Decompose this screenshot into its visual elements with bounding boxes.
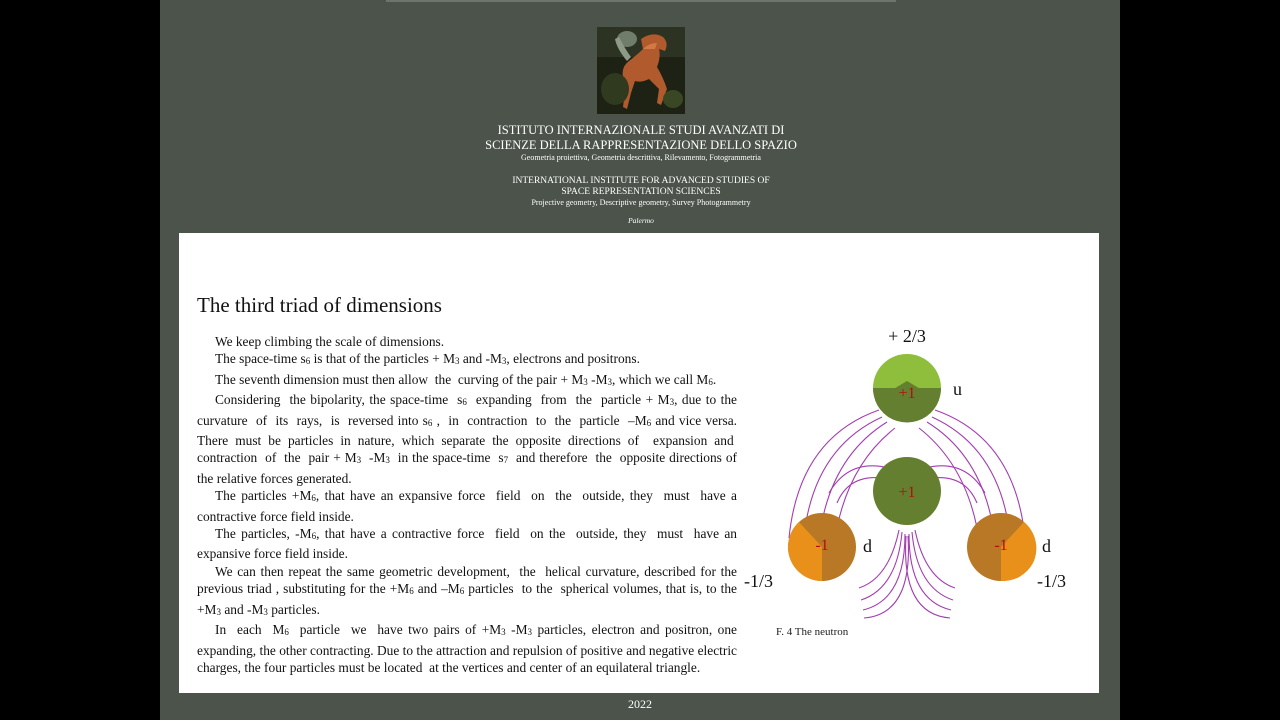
- center-circle-value: +1: [898, 484, 916, 501]
- paragraph: Considering the bipolarity, the space-time $s_6$ expanding from the particle + $M_3$, due to the curvature of its rays, is reversed into $s_6$ , in contraction to the particle $-M_6$ and vice versa. There must be particles in nature, which separate the opposite directions of expansion and contraction of the pair + $M_3$ $-M_3$ in the space-time $s_7$ and therefore the opposite directions of the relative forces generated.: [197, 392, 738, 486]
- left-charge-label: -1/3: [744, 571, 773, 591]
- right-charge-label: -1/3: [1037, 571, 1066, 591]
- slide-stage: [160, 0, 1120, 720]
- right-quark-label: d: [1042, 536, 1051, 556]
- paragraph: In each $M_6$ particle we have two pairs of $+M_3$ $-M_3$ particles, electron and positron, one expanding, the other contracting. Due to the attraction and repulsion of positive and negative electric charges, the four particles must be located at the vertices and center of an equilateral triangle.: [197, 622, 737, 675]
- page-title: The third triad of dimensions: [197, 293, 442, 317]
- top-divider: [386, 0, 896, 2]
- top-charge-label: + 2/3: [888, 326, 926, 346]
- content-card: [179, 233, 1099, 693]
- header-city: Palermo: [628, 216, 654, 225]
- institute-header: [390, 123, 892, 225]
- header-it-subtitle: Geometria proiettiva, Geometria descrittiva, Rilevamento, Fotogrammetria: [521, 153, 761, 162]
- header-en-line1: INTERNATIONAL INSTITUTE FOR ADVANCED STUDIES OF: [512, 176, 770, 186]
- right-circle-value: -1: [994, 537, 1008, 554]
- paragraph: We keep climbing the scale of dimensions.: [215, 334, 445, 349]
- footer-year: 2022: [628, 697, 652, 711]
- paragraph: The seventh dimension must then allow the curving of the pair + $M_3$ $-M_3$, which we call $M_6$.: [215, 371, 717, 387]
- header-en-line2: SPACE REPRESENTATION SCIENCES: [561, 187, 721, 197]
- paragraph: We can then repeat the same geometric development, the helical curvature, described for the previous triad , substituting for the $+M_6$ and $-M_6$ particles to the spherical volumes, that is, to the $+M_3$ and $-M_3$ particles.: [197, 563, 737, 617]
- top-circle-value: +1: [898, 385, 916, 402]
- header-it-line2: SCIENZE DELLA RAPPRESENTAZIONE DELLO SPAZIO: [485, 138, 797, 152]
- institute-logo-image: [597, 27, 685, 114]
- left-circle-value: -1: [815, 537, 829, 554]
- neutron-figure: [739, 318, 1079, 648]
- figure-caption: F. 4 The neutron: [776, 626, 849, 638]
- header-it-line1: ISTITUTO INTERNAZIONALE STUDI AVANZATI DI: [497, 123, 785, 137]
- paragraph: The particles $+M_6$, that have an expansive force field on the outside, they must have a contractive force field inside.: [197, 488, 737, 524]
- body-text: [197, 333, 737, 676]
- top-quark-label: u: [953, 379, 962, 399]
- paragraph: The particles, $-M_6$, that have a contractive force field on the outside, they must have an expansive force field inside.: [197, 526, 737, 562]
- left-quark-label: d: [863, 536, 872, 556]
- paragraph: The space-time $s_6$ is that of the particles + $M_3$ and $-M_3$, electrons and positrons.: [215, 351, 640, 367]
- header-en-subtitle: Projective geometry, Descriptive geometry, Survey Photogrammetry: [531, 198, 751, 207]
